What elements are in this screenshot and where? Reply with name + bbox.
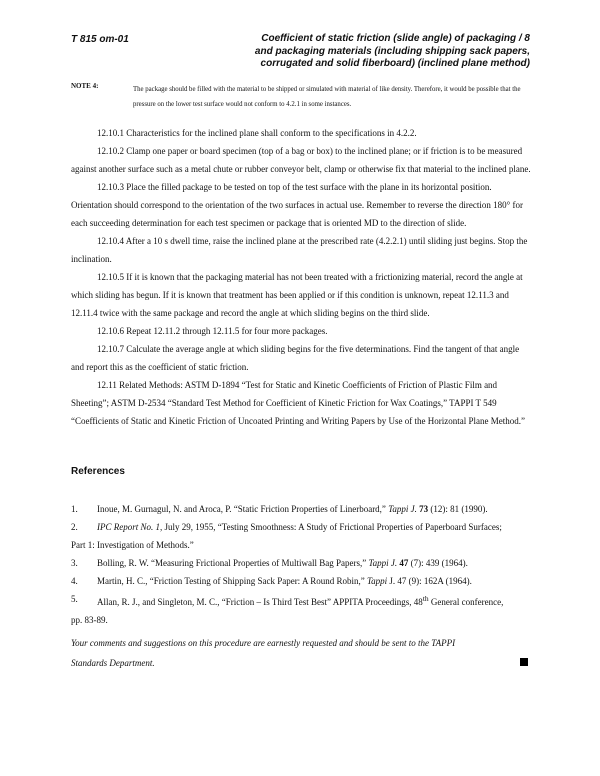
- reference-item: [71, 500, 541, 518]
- procedure-paragraph: 12.10.2 Clamp one paper or board specimen (top of a bag or box) to the inclined plane; or if friction is to be measured against another surface such as a metal chute or rubber conveyor belt, clamp or otherwise fix that material to the inclined plane.: [71, 146, 531, 174]
- reference-number: 4.: [71, 576, 78, 586]
- reference-text: Inoue, M. Gurnagul, N. and Aroca, P. “Static Friction Properties of Linerboard,”: [97, 504, 389, 514]
- references-heading: References: [71, 466, 125, 477]
- reference-item: [71, 572, 541, 590]
- reference-continuation: pp. 83-89.: [71, 615, 108, 625]
- reference-volume: 47: [397, 558, 409, 568]
- reference-item: [71, 518, 541, 554]
- reference-text: Martin, H. C., “Friction Testing of Shipping Sack Paper: A Round Robin,”: [97, 576, 367, 586]
- procedure-paragraph: 12.11 Related Methods: ASTM D-1894 “Test for Static and Kinetic Coefficients of Friction of Plastic Film and Sheeting”; ASTM D-2534 “Standard Test Method for Coefficient of Kinetic Friction for Wax Coatings,” TAPPI T 549 “Coefficients of Static and Kinetic Friction of Uncoated Printing and Writing Papers by Use of the Horizontal Plane Method.”: [71, 380, 525, 426]
- reference-text: (12): 81 (1990).: [428, 504, 488, 514]
- end-of-document-mark: [520, 658, 528, 666]
- reference-number: 1.: [71, 504, 78, 514]
- procedure-paragraph: 12.10.6 Repeat 12.11.2 through 12.11.5 for four more packages.: [97, 326, 328, 336]
- reference-volume: 73: [416, 504, 429, 514]
- closing-line: Your comments and suggestions on this procedure are earnestly requested and should be sent to the TAPPI: [71, 638, 456, 648]
- reference-item: [71, 554, 541, 572]
- closing-note: [71, 633, 511, 673]
- reference-number: 5.: [71, 594, 78, 604]
- closing-line: Standards Department.: [71, 658, 155, 668]
- reference-superscript: th: [422, 594, 429, 603]
- reference-continuation: Part 1: Investigation of Methods.”: [71, 540, 194, 550]
- procedure-paragraph: 12.10.3 Place the filled package to be tested on top of the test surface with the plane in its horizontal position. Orientation should correspond to the orientation of the two surfaces in actual use. Remember to reverse the direction 180° for each succeeding determination for each test specimen or package that is oriented MD to the direction of slide.: [71, 182, 523, 228]
- reference-text: General conference,: [428, 597, 504, 607]
- header-title-line: Coefficient of static friction (slide angle) of packaging / 8: [261, 33, 530, 44]
- header-title-line: and packaging materials (including shipping sack papers,: [254, 45, 530, 57]
- reference-journal: Tappi J.: [388, 504, 417, 514]
- reference-text: Allan, R. J., and Singleton, M. C., “Friction – Is Third Test Best” APPITA Proceedings, 48: [97, 597, 423, 607]
- references-list: [71, 500, 541, 629]
- reference-journal: IPC Report No. 1,: [97, 522, 163, 532]
- reference-text: (7): 439 (1964).: [408, 558, 468, 568]
- note-label: NOTE 4:: [71, 82, 99, 90]
- reference-text: J. 47 (9): 162A (1964).: [387, 576, 472, 586]
- header-title: [230, 33, 530, 71]
- note-text: The package should be filled with the material to be shipped or simulated with material of like density. Therefore, it would be possible that the pressure on the lower test surface would not conform to 4.2.1 in some instances.: [133, 86, 521, 108]
- reference-number: 2.: [71, 522, 78, 532]
- reference-journal: Tappi: [366, 576, 388, 586]
- reference-number: 3.: [71, 558, 78, 568]
- procedure-paragraph: 12.10.7 Calculate the average angle at which sliding begins for the five determinations. Find the tangent of that angle and report this as the coefficient of static friction.: [71, 344, 520, 372]
- header-title-line: corrugated and solid fiberboard) (inclined plane method): [260, 58, 530, 69]
- procedure-paragraph: 12.10.4 After a 10 s dwell time, raise the inclined plane at the prescribed rate (4.2.2.1) until sliding just begins. Stop the inclination.: [71, 236, 528, 264]
- procedure-paragraph: 12.10.1 Characteristics for the inclined plane shall conform to the specifications in 4.2.2.: [97, 128, 417, 138]
- procedure-paragraph: 12.10.5 If it is known that the packaging material has not been treated with a frictionizing material, record the angle at which sliding has begun. If it is known that treatment has been applied or if this condition is unknown, repeat 12.11.3 and 12.11.4 twice with the same package and record the angle at which sliding begins on the third slide.: [71, 272, 523, 318]
- reference-text: Bolling, R. W. “Measuring Frictional Properties of Multiwall Bag Papers,”: [97, 558, 369, 568]
- reference-journal: Tappi J.: [368, 558, 398, 568]
- reference-item: [71, 590, 541, 629]
- procedure-body: [71, 124, 531, 430]
- reference-text: July 29, 1955, “Testing Smoothness: A Study of Frictional Properties of Paperboard Surfaces;: [162, 522, 502, 532]
- header-standard-number: T 815 om-01: [71, 34, 129, 45]
